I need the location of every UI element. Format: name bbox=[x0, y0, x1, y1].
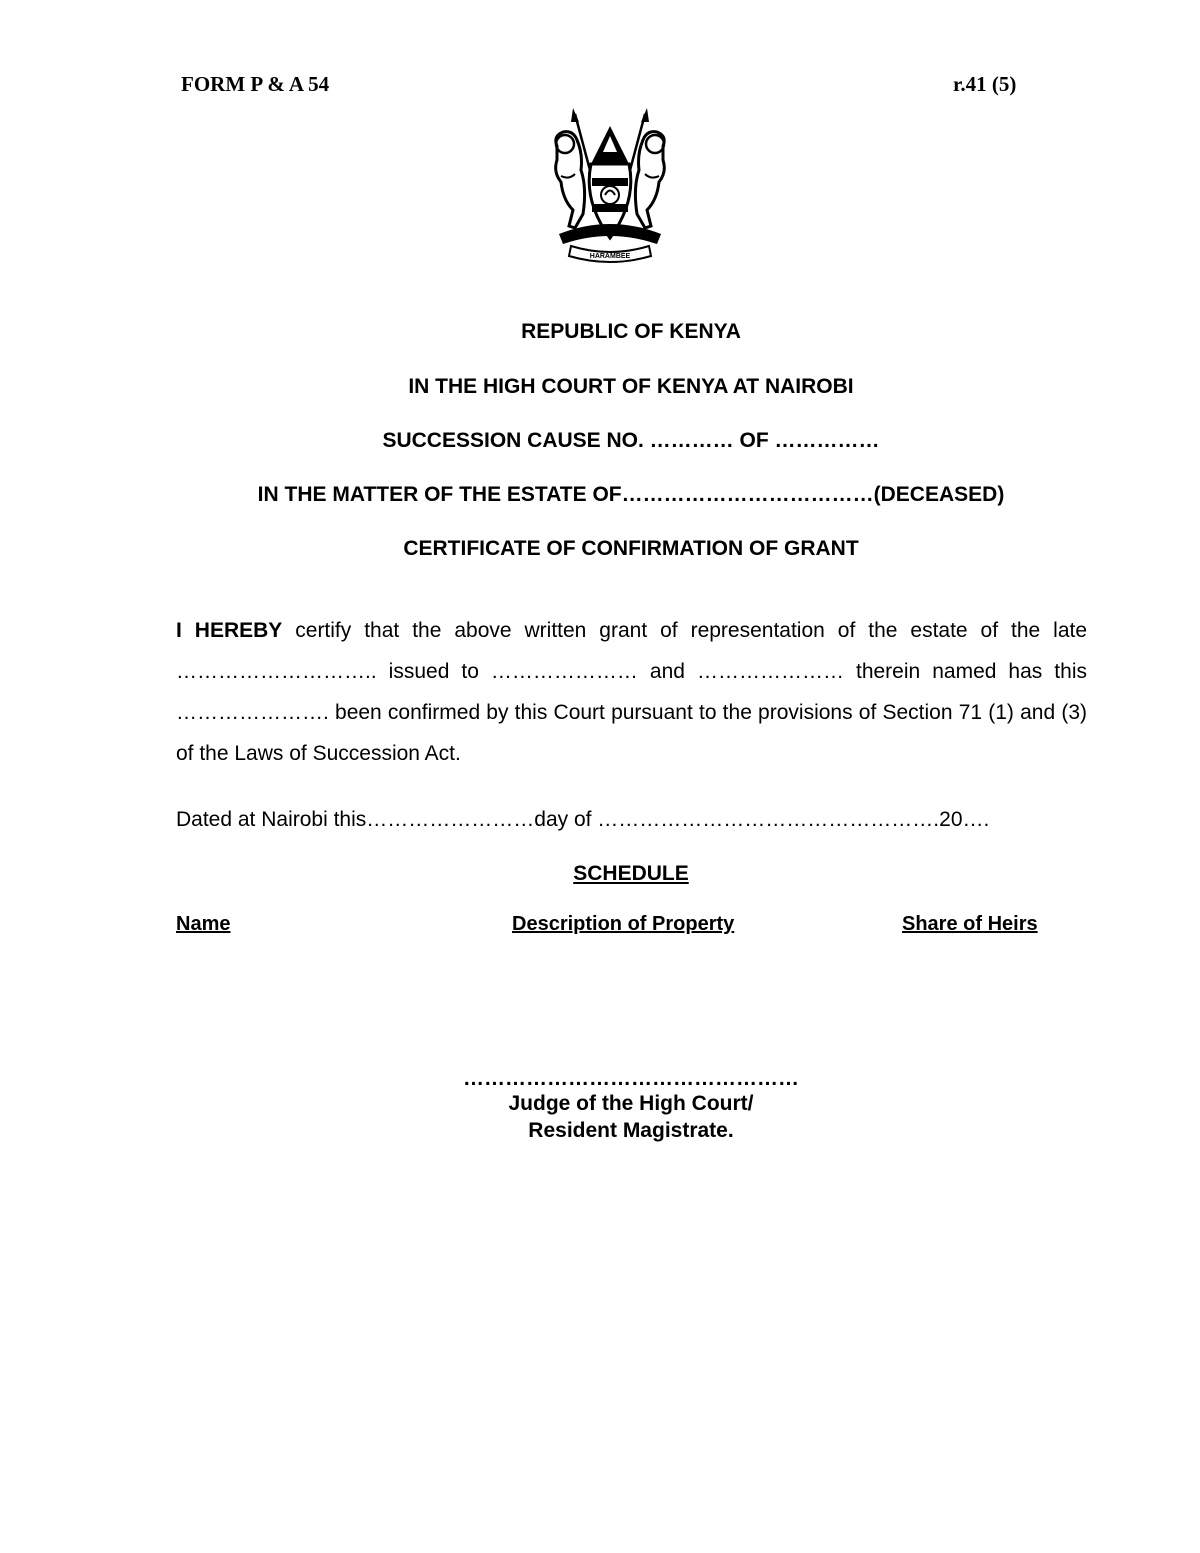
form-number: FORM P & A 54 bbox=[181, 72, 330, 96]
coat-of-arms-icon bbox=[545, 106, 675, 266]
court-heading: IN THE HIGH COURT OF KENYA AT NAIROBI bbox=[408, 375, 854, 398]
republic-heading: REPUBLIC OF KENYA bbox=[521, 320, 741, 343]
dated-line: Dated at Nairobi this……………………day of ………………………………………….20…. bbox=[176, 808, 990, 831]
column-header-name: Name bbox=[176, 913, 231, 935]
signatory-title-line1: Judge of the High Court/ bbox=[508, 1092, 754, 1115]
certification-paragraph bbox=[176, 610, 1087, 774]
cause-heading: SUCCESSION CAUSE NO. ………… OF …………… bbox=[382, 429, 880, 452]
certificate-title: CERTIFICATE OF CONFIRMATION OF GRANT bbox=[403, 537, 859, 560]
estate-heading: IN THE MATTER OF THE ESTATE OF………………………………(DECEASED) bbox=[257, 483, 1005, 506]
column-header-share: Share of Heirs bbox=[902, 913, 1038, 935]
coat-of-arms bbox=[545, 106, 675, 266]
signatory-title-line2: Resident Magistrate. bbox=[528, 1119, 734, 1142]
signature-line: ………………………………………… bbox=[463, 1067, 799, 1090]
certification-text: certify that the above written grant of representation of the estate of the late ……………………….. issued to ………………… and ………………… therein named has this …………………. been confirmed by this Court pursuant to the provisions of Section 71 (1) and (3) of the Laws of Succession Act. bbox=[176, 619, 1088, 765]
column-header-description: Description of Property bbox=[512, 913, 735, 935]
schedule-title: SCHEDULE bbox=[573, 862, 689, 885]
rule-reference: r.41 (5) bbox=[953, 72, 1017, 96]
hereby-lead: I HEREBY bbox=[176, 619, 283, 642]
motto-text: HARAMBEE bbox=[589, 253, 631, 260]
